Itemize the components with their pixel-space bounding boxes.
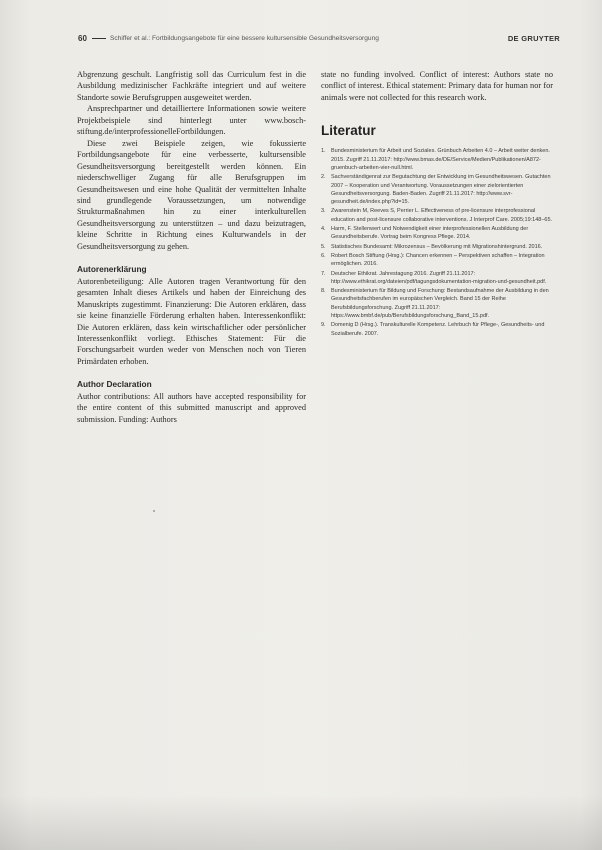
- reference-text: Zwarenstein M, Reeves S, Perrier L. Effectiveness of pre-licensure interprofessional education and post-licensure collaborative interventions. J Interprof Care. 2005;19:148–65.: [331, 208, 553, 223]
- reference-item: [321, 287, 553, 320]
- reference-number: 5.: [321, 243, 326, 250]
- reference-text: Sachverständigenrat zur Begutachtung der Entwicklung im Gesundheitswesen. Gutachten 2007 – Kooperation und Verantwortung. Voraussetzungen einer zielorientierten Gesundheitsversorgung. Baden-Baden. Zugriff 21.11.2017: http://www.svr-gesundheit.de/index.php?id=15.: [331, 174, 551, 206]
- paragraph-examples: Diese zwei Beispiele zeigen, wie fokussierte Fortbildungsangebote für eine verbesserte, kultursensible Gesundheitsversorgung bereitgestellt werden können. Ein niederschwelliger Zugang für alle Berufsgruppen im Gesundheitswesen und eine hohe Qualität der vermittelten Inhalte sind grundlegende Voraussetzungen, um notwendige Strukturmaßnahmen hin zu einer interkulturellen Gesundheitsversorgung zu unterstützen – und dazu beizutragen, kleine Schritte in Richtung eines Kulturwandels in der Gesundheitsversorgung zu gehen.: [77, 138, 306, 251]
- heading-literatur: Literatur: [321, 123, 376, 139]
- heading-author-declaration: Author Declaration: [77, 379, 152, 390]
- heading-autorenerklaerung: Autorenerklärung: [77, 264, 147, 275]
- reference-number: 7.: [321, 270, 326, 277]
- page-header: [70, 32, 560, 46]
- reference-text: Harm, F. Stellenwert und Notwendigkeit einer interprofessionellen Ausbildung der Gesundheitsberufe. Vortrag beim Kongress Pflege. 2014.: [331, 226, 529, 241]
- paragraph-declaration-continued: state no funding involved. Conflict of interest: Authors state no conflict of interest. Ethical statement: Primary data for human nor for animals were not collected for this research work.: [321, 70, 553, 102]
- reference-number: 3.: [321, 208, 326, 215]
- reference-text: Robert Bosch Stiftung (Hrsg.): Chancen erkennen – Perspektiven schaffen – Integration ermöglichen. 2016.: [331, 252, 545, 268]
- reference-item: [321, 243, 553, 251]
- reference-item: [321, 252, 553, 269]
- reference-text: Bundesministerium für Bildung und Forschung: Bestandsaufnahme der Ausbildung in den Gesundheitsfachberufen im europäischen Vergleich. Band 15 der Reihe Berufsbildungsforschung. Zugriff 21.11.2017: https://www.bmbf.de/pub/Berufsbildungsforschung_Band_15.pdf.: [331, 288, 549, 319]
- reference-number: 9.: [321, 322, 326, 329]
- reference-item: [321, 321, 553, 338]
- reference-text: Bundesministerium für Arbeit und Soziales. Grünbuch Arbeiten 4.0 – Arbeit weiter denken. 2015. Zugriff 21.11.2017: http://www.bmas.de/DE/Service/Medien/Publikationen/A872-gruenbuch-arbeiten-vier-null.html.: [331, 148, 550, 171]
- paragraph-author-declaration: Author contributions: All authors have accepted responsibility for the entire content of this submitted manuscript and approved submission. Funding: Authors: [77, 391, 306, 424]
- paragraph-curriculum: Abgrenzung geschult. Langfristig soll das Curriculum fest in die Ausbildung medizinischer Fachkräfte integriert und auf weitere Standorte sowie Berufsgruppen ausgeweitet werden.: [77, 70, 306, 102]
- reference-number: 8.: [321, 288, 326, 295]
- reference-text: Deutscher Ethikrat. Jahrestagung 2016. Zugriff 21.11.2017: http://www.ethikrat.org/dateien/pdf/tagungsdokumentation-migration-und-gesundheit.pdf.: [331, 270, 547, 285]
- reference-number: 4.: [321, 226, 326, 233]
- left-column: [77, 69, 306, 425]
- reference-number: 6.: [321, 252, 326, 259]
- right-column: [321, 69, 553, 339]
- reference-text: Domenig D (Hrsg.). Transkulturelle Kompetenz. Lehrbuch für Pflege-, Gesundheits- und Sozialberufe. 2007.: [331, 322, 545, 337]
- page-number: 60: [78, 34, 87, 43]
- running-title: Schiffer et al.: Fortbildungsangebote für eine bessere kultursensible Gesundheitsversorgung: [110, 35, 379, 42]
- scan-speck: [153, 510, 155, 512]
- reference-item: [321, 147, 553, 172]
- paragraph-contact: Ansprechpartner und detailliertere Informationen sowie weitere Projektbeispiele sind hinterlegt unter www.bosch-stiftung.de/interprofessionelleFortbildungen.: [77, 104, 306, 137]
- reference-item: [321, 270, 553, 287]
- scan-shadow: [0, 795, 602, 850]
- reference-text: Statistisches Bundesamt: Mikrozensus – Bevölkerung mit Migrationshintergrund. 2016.: [331, 243, 543, 250]
- reference-item: [321, 173, 553, 206]
- header-dash: [92, 38, 106, 39]
- reference-number: 2.: [321, 174, 326, 181]
- reference-item: [321, 225, 553, 242]
- reference-list: [321, 147, 553, 338]
- paragraph-autorenerklaerung: Autorenbeteiligung: Alle Autoren tragen Verantwortung für den gesamten Inhalt dieses Artikels und haben der Einreichung des Manuskripts zugestimmt. Finanzierung: Die Autoren erklären, dass sie keine finanzielle Förderung erhalten haben. Interessenkonflikt: Die Autoren erklären, dass kein wirtschaftlicher oder persönlicher Interessenkonflikt vorliegt. Ethisches Statement: Für die Forschungsarbeit wurden weder von Menschen noch von Tieren Primärdaten erhoben.: [77, 276, 306, 366]
- reference-number: 1.: [321, 148, 326, 155]
- reference-item: [321, 207, 553, 224]
- publisher-logo: DE GRUYTER: [507, 34, 560, 43]
